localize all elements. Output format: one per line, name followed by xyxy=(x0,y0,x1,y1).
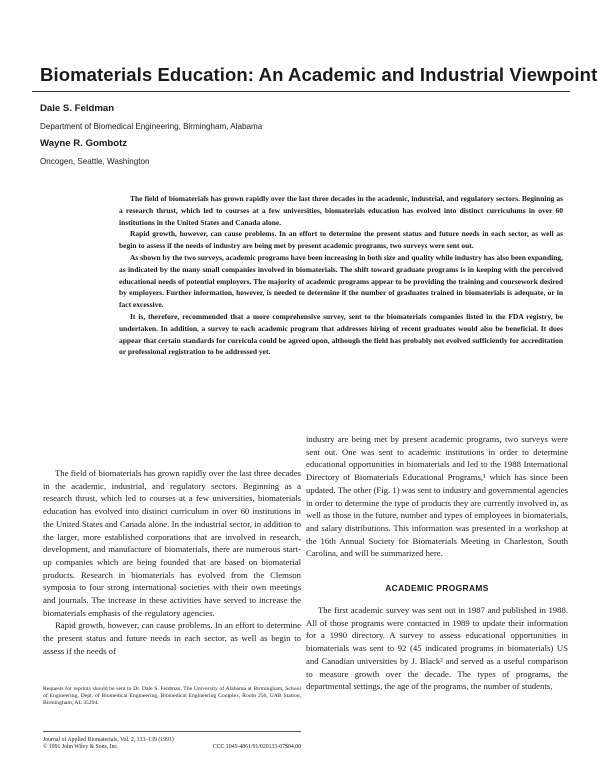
abstract-paragraph: It is, therefore, recommended that a more comprehensive survey, sent to the biomaterials companies listed in the FDA registry, be undertaken. In addition, a survey to each academic program that addresses hiring of recent graduates would also be beneficial. It does appear that certain standards for curricula could be agreed upon, although the field has probably not evolved sufficiently for accreditation or professional registration to be addressed yet. xyxy=(119,311,563,357)
author-affiliation: Department of Biomedical Engineering, Birmingham, Alabama xyxy=(40,122,263,131)
body-column-right-continued xyxy=(306,604,568,693)
section-heading xyxy=(0,583,600,593)
abstract-paragraph: The field of biomaterials has grown rapidly over the last three decades in the academic, industrial, and regulatory sectors. Beginning as a research thrust, which led to courses at a few universities, biomaterials education has evolved into distinct curriculums in over 60 institutions in the United States and Canada alone. xyxy=(119,194,563,227)
journal-info xyxy=(43,737,301,752)
title-rule xyxy=(32,91,570,92)
journal-citation: Journal of Applied Biomaterials, Vol. 2, 133–139 (1991) xyxy=(43,737,174,743)
body-paragraph: industry are being met by present academic programs, two surveys were sent out. One was sent to academic institutions in order to determine educational opportunities in biomaterials and led to the 1988 International Directory of Biomaterials Educational Programs,¹ which has since been updated. The other (Fig. 1) was sent to industry and governmental agencies in order to determine the type of products they are currently involved in, as well as those in the future, number and types of employees in biomaterials, and salary distributions. This information was presented in a workshop at the 16th Annual Society for Biomaterials Meeting in Charleston, South Carolina, and will be summarized here. xyxy=(306,434,568,559)
reprint-footnote: Requests for reprints should be sent to Dr. Dale S. Feldman, The University of Alabama at Birmingham, School of Engineering, Dept. of Biomedical Engineering, Biomedical Engineering Complex, Room 256, UAB Station, Birmingham, AL 35294. xyxy=(43,686,301,707)
author-affiliation: Oncogen, Seattle, Washington xyxy=(40,157,150,166)
abstract xyxy=(119,193,563,358)
body-paragraph: The first academic survey was sent out in 1987 and published in 1988. All of those programs were contacted in 1989 to update their information for a 1990 directory. A survey to assess educational opportunities in biomaterials was sent to 92 (45 indicated programs in biomaterials) US and Canadian universities by J. Black² and served as a useful comparison to measure growth over the decade. The types of programs, the departmental settings, the age of the programs, the number of students, xyxy=(306,605,568,692)
author-name: Wayne R. Gombotz xyxy=(40,138,128,149)
journal-ccc: CCC 1045-4861/91/020133-07$04.00 xyxy=(212,744,301,751)
section-heading-text: ACADEMIC PROGRAMS xyxy=(385,583,489,593)
abstract-paragraph: As shown by the two surveys, academic programs have been increasing in both size and quality while industry has also been expanding, as indicated by the many small companies involved in biomaterials. The shift toward graduate programs is in keeping with the perceived educational needs of potential employers. The majority of academic programs appear to be providing the training and coursework desired by employers. Further information, however, is needed to determine if the number of graduates trained in biomaterials is adequate, or in fact excessive. xyxy=(119,252,563,310)
abstract-paragraph: Rapid growth, however, can cause problems. In an effort to determine the present status and future needs in each sector, as well as begin to assess if the needs of industry are being met by present academic programs, two surveys were sent out. xyxy=(119,229,563,251)
body-column-right xyxy=(306,433,568,560)
author-name: Dale S. Feldman xyxy=(40,103,115,114)
body-paragraph: The field of biomaterials has grown rapidly over the last three decades in the academic, industrial, and regulatory sectors. Beginning as a research thrust, which led to courses at a few universities, biomaterials education has evolved into distinct curriculum in over 60 institutions in the United States and Canada alone. In the industrial sector, in addition to the larger, more established corporations that are involved in research, development, and manufacture of biomaterials, there are numerous start-up companies which are being founded that are based on biomaterial products. Research in biomaterials has evolved from the Clemson symposia to four strong international societies with their own meetings and journals. The increase in these activities have served to increase the biomaterials emphasis of the regulatory agencies. xyxy=(43,468,301,618)
journal-copyright: © 1991 John Wiley & Sons, Inc. xyxy=(43,744,119,751)
body-column-left xyxy=(43,467,301,658)
body-paragraph: Rapid growth, however, can cause problems. In an effort to determine the present status and future needs in each sector, as well as begin to assess if the needs of xyxy=(43,620,301,656)
article-title: Biomaterials Education: An Academic and Industrial Viewpoint xyxy=(40,64,598,85)
footnote-rule xyxy=(43,731,301,732)
